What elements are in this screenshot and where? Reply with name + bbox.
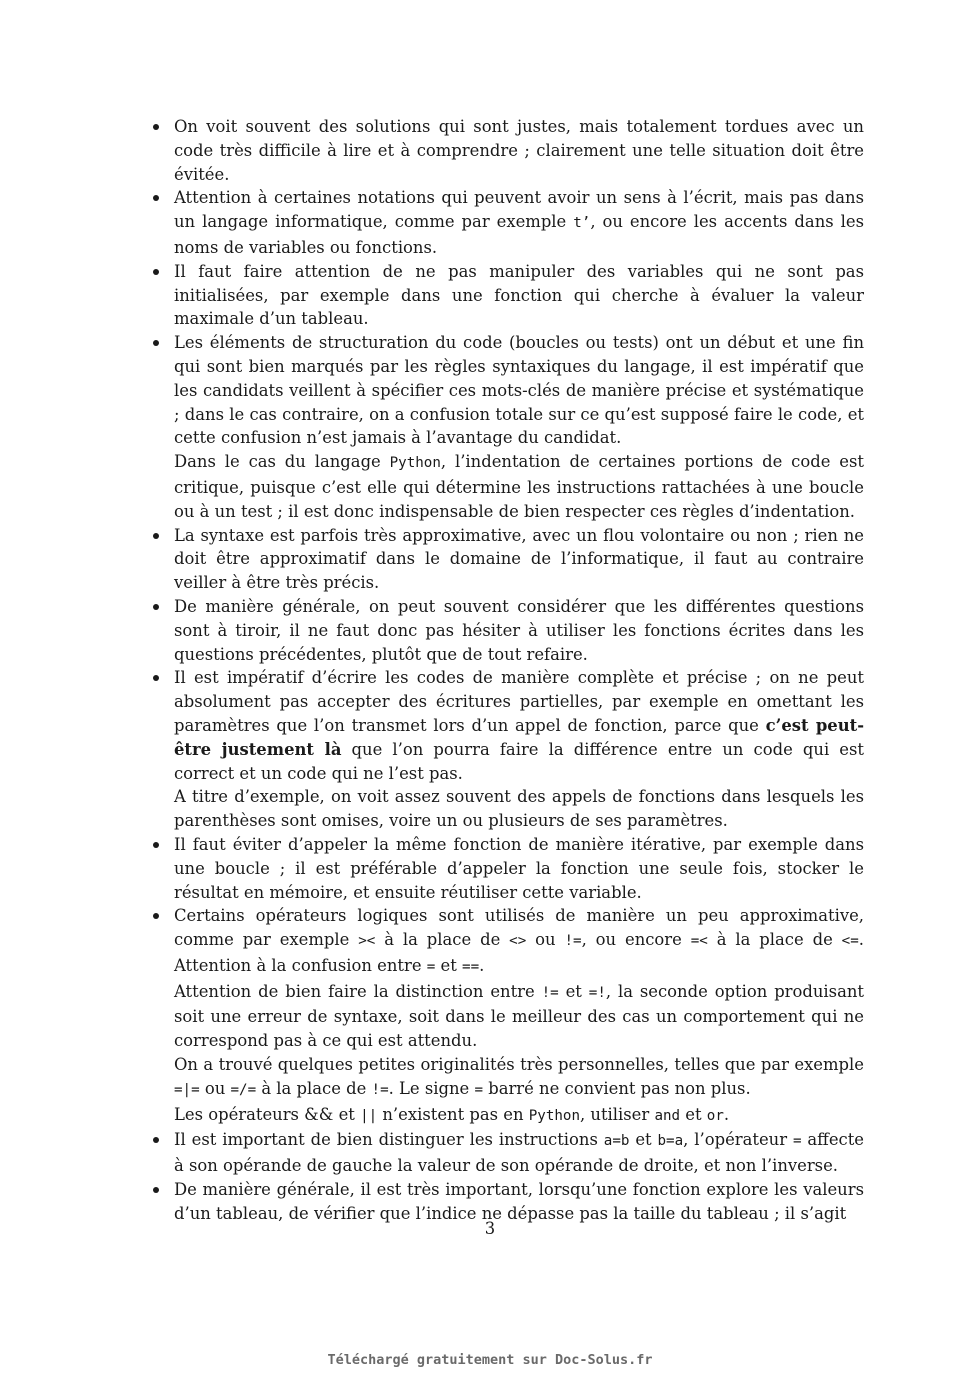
text-run: Il faut faire attention de ne pas manipuler des variables qui ne sont pas initialisées, par exemple dans une fonction qui cherche à évaluer la valeur maximale d’un tableau. bbox=[174, 261, 864, 329]
paragraph bbox=[174, 1103, 864, 1129]
code-snippet: = bbox=[792, 1133, 802, 1150]
text-run: Attention de bien faire la distinction entre bbox=[174, 981, 542, 1001]
text-run: barré ne convient pas non plus. bbox=[483, 1078, 751, 1098]
text-run: Attention à certaines notations qui peuvent avoir un sens à l’écrit, mais pas dans un langage informatique, comme par exemple bbox=[174, 188, 864, 232]
paragraph bbox=[174, 115, 864, 186]
paragraph bbox=[174, 260, 864, 331]
text-run: affecte à son opérande de gauche la valeur de son opérande de droite, et non l’inverse. bbox=[174, 1130, 864, 1176]
paragraph bbox=[174, 450, 864, 523]
text-run: que l’on pourra faire la différence entre un code qui est correct et un code qui ne l’est pas. bbox=[174, 739, 864, 783]
code-snippet: =< bbox=[690, 933, 708, 950]
bullet-icon bbox=[153, 124, 159, 130]
bullet-icon bbox=[153, 533, 159, 539]
text-run: Les opérateurs && et bbox=[174, 1104, 361, 1124]
paragraph bbox=[174, 1053, 864, 1103]
code-snippet: >< bbox=[358, 933, 376, 950]
list-item bbox=[152, 186, 864, 259]
code-snippet: = bbox=[474, 1081, 483, 1098]
text-run: et bbox=[558, 981, 589, 1001]
code-snippet: == bbox=[462, 958, 480, 975]
code-snippet: Python bbox=[528, 1107, 580, 1124]
bullet-icon bbox=[153, 604, 159, 610]
text-run: On a trouvé quelques petites originalités très personnelles, telles que par exemple bbox=[174, 1055, 864, 1075]
text-run: Il est impératif d’écrire les codes de manière complète et précise ; on ne peut absolument pas accepter des écritures partielles, par exemple en omettant les paramètres que l’on transmet lors d’un appel de fonction, parce que bbox=[174, 668, 864, 735]
code-snippet: t’ bbox=[573, 215, 591, 232]
text-run: , ou encore les accents dans les noms de variables ou fonctions. bbox=[174, 212, 864, 257]
text-run: Il est important de bien distinguer les instructions bbox=[174, 1130, 604, 1150]
code-snippet: != bbox=[564, 933, 582, 950]
code-snippet: or bbox=[706, 1107, 724, 1124]
bullet-icon bbox=[153, 913, 159, 919]
list-item bbox=[152, 833, 864, 904]
bullet-icon bbox=[153, 1187, 159, 1193]
text-run: à la place de bbox=[707, 930, 842, 950]
remarks-list bbox=[152, 115, 864, 1226]
paragraph bbox=[174, 833, 864, 904]
text-run: à la place de bbox=[256, 1078, 372, 1098]
bullet-icon bbox=[153, 195, 159, 201]
list-item bbox=[152, 115, 864, 186]
list-item bbox=[152, 331, 864, 523]
text-run: . Le signe bbox=[388, 1078, 475, 1098]
code-snippet: =! bbox=[588, 984, 606, 1001]
code-snippet: b=a bbox=[657, 1133, 684, 1150]
paragraph bbox=[174, 1128, 864, 1178]
text-run: et bbox=[680, 1104, 707, 1124]
text-run: et bbox=[435, 955, 463, 975]
bullet-icon bbox=[153, 1137, 159, 1143]
paragraph bbox=[174, 331, 864, 450]
bullet-icon bbox=[153, 842, 159, 848]
code-snippet: =|= bbox=[174, 1081, 200, 1098]
list-item bbox=[152, 595, 864, 666]
paragraph bbox=[174, 666, 864, 785]
text-run: ou bbox=[526, 930, 565, 950]
text-run: On voit souvent des solutions qui sont justes, mais totalement tordues avec un code très difficile à lire et à comprendre ; clairement une telle situation doit être évitée. bbox=[174, 117, 864, 184]
text-run: , la seconde option produisant soit une erreur de syntaxe, soit dans le meilleur des cas un comportement qui ne correspond pas à ce qui est attendu. bbox=[174, 981, 865, 1051]
text-run: Certains opérateurs logiques sont utilisés de manière un peu approximative, comme par exemple bbox=[174, 906, 864, 950]
text-run: De manière générale, il est très important, lorsqu’une fonction explore les valeurs d’un tableau, de vérifier que l’indice ne dépasse pas la taille du tableau ; il s’agit bbox=[174, 1180, 864, 1223]
list-item bbox=[152, 666, 864, 833]
code-snippet: = bbox=[426, 958, 436, 975]
paragraph bbox=[174, 785, 864, 833]
bullet-icon bbox=[153, 340, 159, 346]
text-run: De manière générale, on peut souvent considérer que les différentes questions sont à tiroir, il ne faut donc pas hésiter à utiliser les fonctions écrites dans les questions précédentes, plutôt que de tout refaire. bbox=[174, 596, 864, 664]
text-run: . bbox=[723, 1104, 730, 1124]
code-snippet: Python bbox=[389, 455, 441, 472]
text-run: La syntaxe est parfois très approximative, avec un flou volontaire ou non ; rien ne doit être approximatif dans le domaine de l’informatique, il faut au contraire veiller à être très précis. bbox=[174, 525, 864, 593]
text-run: A titre d’exemple, on voit assez souvent des appels de fonctions dans lesquels les parenthèses sont omises, voire un ou plusieurs de ses paramètres. bbox=[174, 787, 864, 831]
text-run: Les éléments de structuration du code (boucles ou tests) ont un début et une fin qui sont bien marqués par les règles syntaxiques du langage, il est impératif que les candidats veillent à spécifier ces mots-clés de manière précise et systématique ; dans le cas contraire, on a confusion totale sur ce qu’est supposé faire le code, et cette confusion n’est jamais à l’avantage du candidat. bbox=[174, 333, 864, 448]
text-run: Dans le cas du langage bbox=[174, 452, 390, 472]
code-snippet: != bbox=[541, 984, 559, 1001]
code-snippet: || bbox=[360, 1107, 378, 1124]
text-run: , utiliser bbox=[579, 1104, 655, 1124]
text-run: à la place de bbox=[375, 930, 510, 950]
code-snippet: <= bbox=[841, 933, 859, 950]
code-snippet: a=b bbox=[603, 1133, 630, 1150]
paragraph bbox=[174, 524, 864, 595]
text-run: , l’indentation de certaines portions de code est critique, puisque c’est elle qui détermine les instructions rattachées à une boucle ou à un test ; il est donc indispensable de bien respecter ces règles d’indentation. bbox=[174, 452, 864, 521]
list-item bbox=[152, 904, 864, 1128]
bullet-icon bbox=[153, 269, 159, 275]
text-run: , l’opérateur bbox=[683, 1130, 793, 1150]
emphasis: c’est peut-être justement là bbox=[174, 715, 864, 759]
list-item bbox=[152, 524, 864, 595]
text-run: , ou encore bbox=[581, 930, 691, 950]
download-footer: Téléchargé gratuitement sur Doc-Solus.fr bbox=[327, 1352, 653, 1368]
list-item bbox=[152, 1128, 864, 1178]
code-snippet: =/= bbox=[230, 1081, 257, 1098]
code-snippet: <> bbox=[509, 933, 527, 950]
paragraph bbox=[174, 186, 864, 259]
text-run: Il faut éviter d’appeler la même fonction de manière itérative, par exemple dans une boucle ; il est préférable d’appeler la fonction une seule fois, stocker le résultat en mémoire, et ensuite réutiliser cette variable. bbox=[174, 834, 864, 902]
page-number: 3 bbox=[484, 1219, 496, 1238]
text-run: ou bbox=[199, 1078, 231, 1098]
document-body bbox=[152, 115, 864, 1226]
text-run: et bbox=[629, 1130, 658, 1150]
bullet-icon bbox=[153, 675, 159, 681]
paragraph bbox=[174, 980, 864, 1053]
text-run: n’existent pas en bbox=[377, 1104, 529, 1124]
paragraph bbox=[174, 904, 864, 979]
text-run: . Attention à la confusion entre bbox=[174, 930, 864, 975]
text-run: . bbox=[479, 955, 485, 975]
code-snippet: != bbox=[371, 1081, 389, 1098]
code-snippet: and bbox=[654, 1107, 681, 1124]
list-item bbox=[152, 260, 864, 331]
paragraph bbox=[174, 595, 864, 666]
